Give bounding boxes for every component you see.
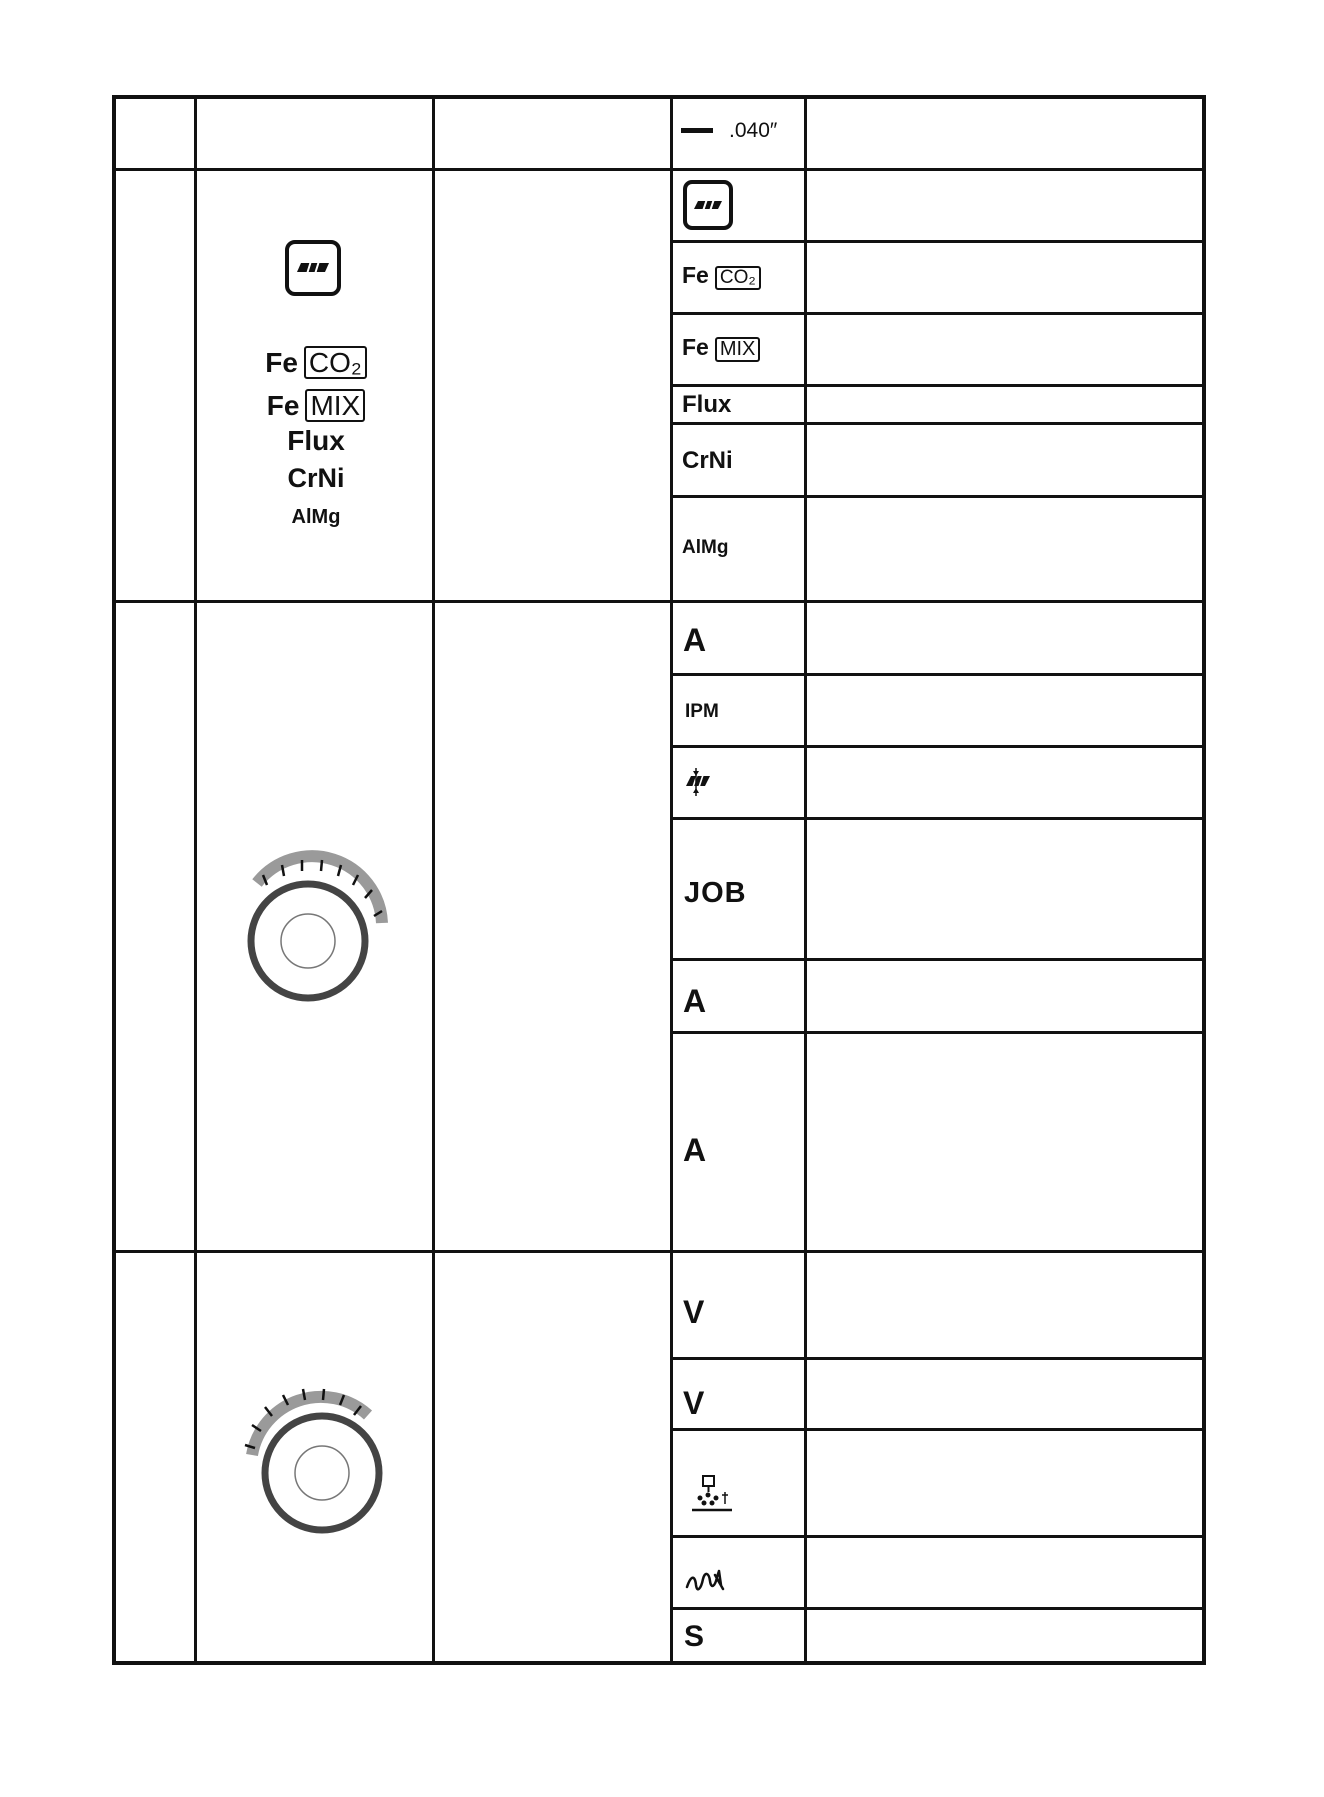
column-divider (432, 95, 435, 1665)
parameter-option-seconds: S (684, 1620, 705, 1653)
subrow-divider (670, 312, 1206, 315)
column-divider (194, 95, 197, 1665)
wire-feed-icon (683, 768, 713, 798)
subrow-divider (670, 1535, 1206, 1538)
subrow-divider (670, 817, 1206, 820)
subrow-divider (670, 384, 1206, 387)
material-button-icon (683, 180, 733, 230)
row-divider (112, 1250, 1206, 1253)
subrow-divider (670, 495, 1206, 498)
row-divider (112, 600, 1206, 603)
subrow-divider (670, 1357, 1206, 1360)
arc-dynamics-icon (685, 1567, 725, 1595)
rotary-knob-icon (240, 855, 390, 1005)
parameter-option-current: A (683, 1132, 707, 1168)
subrow-divider (670, 422, 1206, 425)
burnback-time-icon (690, 1474, 734, 1514)
material-option-crni: CrNi (682, 447, 733, 474)
subrow-divider (670, 958, 1206, 961)
material-list-item: Fe CO₂ (196, 346, 436, 379)
subrow-divider (670, 1031, 1206, 1034)
material-button-icon (285, 240, 341, 296)
material-list-item: CrNi (287, 463, 345, 493)
material-option-fe-co2: Fe CO₂ (682, 264, 761, 290)
material-list-item: Flux (287, 425, 345, 456)
subrow-divider (670, 673, 1206, 676)
row-divider (112, 168, 1206, 171)
material-option-flux: Flux (682, 391, 732, 418)
wire-line-icon (681, 128, 713, 133)
wire-diameter-label: .040″ (729, 119, 778, 142)
subrow-divider (670, 1428, 1206, 1431)
material-option-almg: AlMg (682, 537, 729, 558)
material-list-item: AlMg (291, 506, 341, 528)
parameter-option-voltage: V (683, 1294, 705, 1330)
material-list-item: Fe MIX (196, 389, 436, 422)
subrow-divider (670, 745, 1206, 748)
subrow-divider (670, 1607, 1206, 1610)
parameter-option-ipm: IPM (685, 701, 719, 722)
parameter-option-voltage: V (683, 1385, 705, 1421)
parameter-option-job: JOB (684, 877, 747, 909)
rotary-knob-icon (240, 1385, 390, 1535)
subrow-divider (670, 240, 1206, 243)
material-option-fe-mix: Fe MIX (682, 336, 760, 362)
parameter-option-current: A (683, 622, 707, 658)
parameter-option-current: A (683, 983, 707, 1019)
